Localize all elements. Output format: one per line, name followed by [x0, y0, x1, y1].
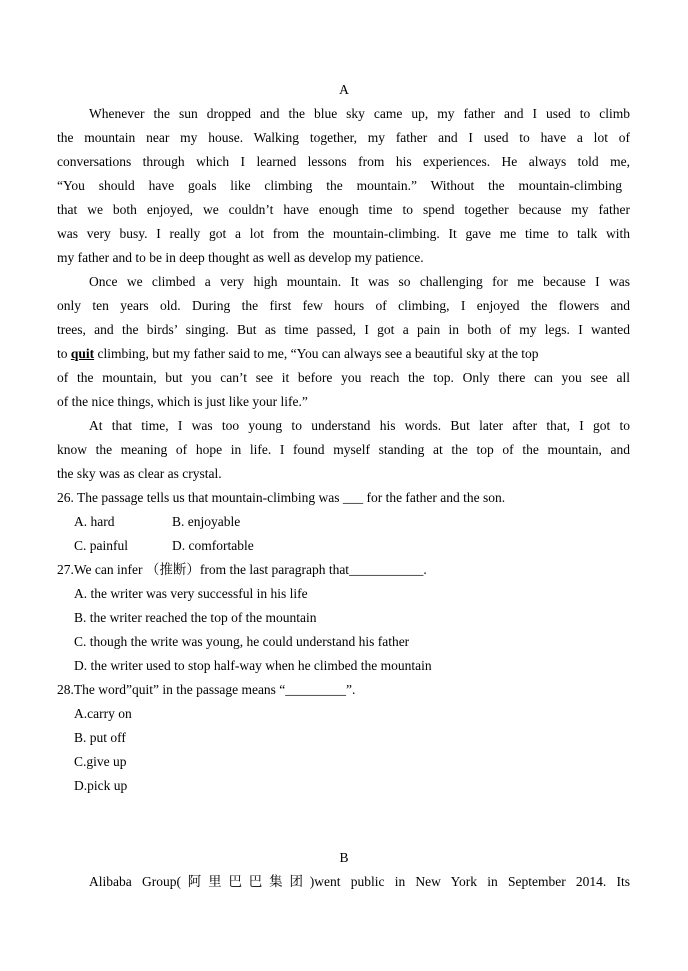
- question-27-option-a: A. the writer was very successful in his life: [74, 586, 308, 601]
- p2-line4-prefix: to: [57, 346, 68, 361]
- question-26-stem: 26. The passage tells us that mountain-climbing was ___ for the father and the son.: [57, 490, 506, 505]
- passage-a-p3-line-3: the sky was as clear as crystal.: [57, 466, 222, 481]
- passage-a-p1-line-3: conversations through which I learned lessons from his experiences. He always told me,: [57, 154, 630, 169]
- question-26-option-c: C. painful: [74, 538, 128, 553]
- question-28-stem: 28.The word”quit” in the passage means “_________”.: [57, 682, 356, 697]
- passage-a-p2-line-2: only ten years old. During the first few hours of climbing, I enjoyed the flowers and: [57, 298, 630, 313]
- passage-a-p1-line-7: my father and to be in deep thought as well as develop my patience.: [57, 250, 424, 265]
- question-26-option-a: A. hard: [74, 514, 115, 529]
- passage-a-p1-line-6: was very busy. I really got a lot from the mountain-climbing. It gave me time to talk with: [57, 226, 630, 241]
- question-28-option-d: D.pick up: [74, 778, 128, 793]
- passage-a-p2-line-6: of the nice things, which is just like your life.”: [57, 394, 308, 409]
- question-27-option-d: D. the writer used to stop half-way when he climbed the mountain: [74, 658, 432, 673]
- question-26-option-b: B. enjoyable: [172, 514, 241, 529]
- p2-line4-rest: climbing, but my father said to me, “You can always see a beautiful sky at the top: [97, 346, 539, 361]
- passage-a-p2-line-3: trees, and the birds’ singing. But as time passed, I got a pain in both of my legs. I wanted: [57, 322, 630, 337]
- passage-a-p1-line-1: Whenever the sun dropped and the blue sky came up, my father and I used to climb: [89, 106, 630, 121]
- question-27-stem: 27.We can infer （推断）from the last paragraph that___________.: [57, 562, 427, 577]
- passage-a-p1-line-4: “You should have goals like climbing the mountain.” Without the mountain-climbing: [57, 178, 622, 193]
- passage-a-p3-line-2: know the meaning of hope in life. I found myself standing at the top of the mountain, and: [57, 442, 630, 457]
- question-28-option-b: B. put off: [74, 730, 126, 745]
- question-28-option-a: A.carry on: [74, 706, 132, 721]
- keyword-quit: quit: [70, 346, 95, 361]
- passage-a-p2-line-5: of the mountain, but you can’t see it before you reach the top. Only there can you see all: [57, 370, 630, 385]
- question-28-option-c: C.give up: [74, 754, 127, 769]
- passage-a-p2-line-4: [57, 346, 630, 362]
- section-a-heading: A: [339, 82, 349, 97]
- passage-a-p2-line-1: Once we climbed a very high mountain. It was so challenging for me because I was: [89, 274, 630, 289]
- question-27-option-b: B. the writer reached the top of the mountain: [74, 610, 317, 625]
- section-b-heading: B: [339, 850, 349, 865]
- question-26-option-d: D. comfortable: [172, 538, 254, 553]
- question-27-option-c: C. though the write was young, he could understand his father: [74, 634, 410, 649]
- passage-a-p1-line-2: the mountain near my house. Walking together, my father and I used to have a lot of: [57, 130, 630, 145]
- passage-a-p1-line-5: that we both enjoyed, we couldn’t have enough time to spend together because my father: [57, 202, 630, 217]
- passage-b-p1-line-1: Alibaba Group(阿里巴巴集团)went public in New York in September 2014. Its: [89, 874, 630, 889]
- passage-a-p3-line-1: At that time, I was too young to understand his words. But later after that, I got to: [89, 418, 630, 433]
